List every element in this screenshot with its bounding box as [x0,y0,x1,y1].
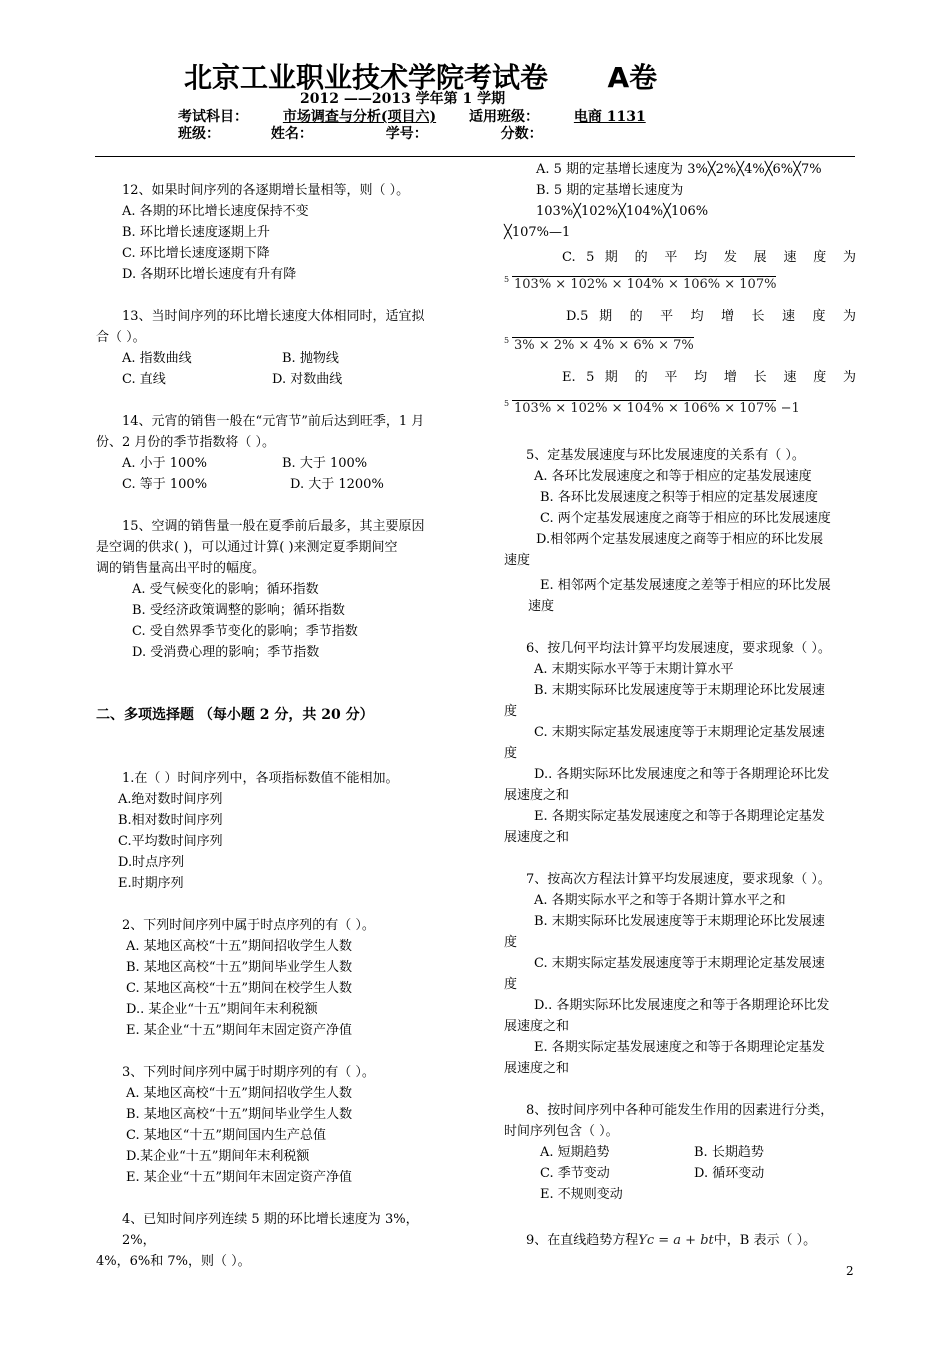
m6-option-e-line1: E. 各期实际定基发展速度之和等于各期理论定基发 [534,809,825,824]
q12-option-b: B. 环比增长速度逐期上升 [122,225,270,240]
m2-option-d: D.. 某企业“十五”期间年末利税额 [126,1002,318,1017]
q13-option-d: D. 对数曲线 [272,372,343,387]
m4-stem-line1: 4、已知时间序列连续 5 期的环比增长速度为 3%，2%， [122,1212,419,1248]
q15-option-b: B. 受经济政策调整的影响；循环指数 [132,603,345,618]
q14-option-a: A. 小于 100% [122,456,207,471]
m4-option-d-radical [504,335,694,356]
class-applicable-label: 适用班级： [469,109,539,125]
q12-option-a: A. 各期的环比增长速度保持不变 [122,204,309,219]
m7-stem: 7、按高次方程法计算平均发展速度，要求现象（ ）。 [526,872,831,887]
q12-stem: 12、如果时间序列的各逐期增长量相等，则（ ）。 [122,183,410,198]
m6-option-a: A. 末期实际水平等于末期计算水平 [534,662,734,677]
m6-option-d-line2: 展速度之和 [504,788,570,803]
m5-option-e-line1: E. 相邻两个定基发展速度之差等于相应的环比发展 [540,578,831,593]
m4-option-c-index: 5 [504,275,510,284]
q13-option-a: A. 指数曲线 [122,351,192,366]
m3-option-c: C. 某地区“十五”期间国内生产总值 [126,1128,327,1143]
m2-option-c: C. 某地区高校“十五”期间在校学生人数 [126,981,353,996]
m4-option-d-formula: 3% × 2% × 4% × 6% × 7% [514,338,694,353]
left-column [96,180,450,1272]
q15-stem-line2: 是空调的供求( )，可以通过计算( )来测定夏季期间空 [96,540,398,555]
m4-option-c-radical [504,274,776,295]
m8-stem-line1: 8、按时间序列中各种可能发生作用的因素进行分类， [526,1103,834,1118]
m6-option-b-line1: B. 末期实际环比发展速度等于末期理论环比发展速 [534,683,825,698]
q15-option-a: A. 受气候变化的影响；循环指数 [132,582,319,597]
q13-options-ab [96,348,450,369]
m4-option-b-line2: ╳107%—1 [504,225,571,240]
m8-option-d: D. 循环变动 [694,1166,765,1181]
m8-options-ab [504,1142,856,1163]
m1-option-b: B.相对数时间序列 [118,813,223,828]
m2-option-a: A. 某地区高校“十五”期间招收学生人数 [126,939,352,954]
q15-option-c: C. 受自然界季节变化的影响；季节指数 [132,624,358,639]
q13-option-b: B. 抛物线 [282,351,339,366]
m7-option-c-line2: 度 [504,977,518,992]
m8-option-c: C. 季节变动 [540,1166,610,1181]
m7-option-d-line2: 展速度之和 [504,1019,570,1034]
m8-option-e: E. 不规则变动 [540,1187,623,1202]
m4-option-c-formula-row [504,274,856,300]
q15-stem-line1: 15、空调的销售量一般在夏季前后最多，其主要原因 [122,519,425,534]
m9-stem [504,1230,856,1251]
m6-stem: 6、按几何平均法计算平均发展速度，要求现象（ ）。 [526,641,831,656]
m5-option-e-line2: 速度 [528,599,555,614]
q15-option-d: D. 受消费心理的影响；季节指数 [132,645,320,660]
m9-formula: Yc = a + bt [638,1233,714,1248]
m8-stem-line2: 时间序列包含（ ）。 [504,1124,619,1139]
m2-option-e: E. 某企业“十五”期间年末固定资产净值 [126,1023,353,1038]
m4-option-d-formula-row [504,335,856,361]
m4-option-e-tail: −1 [780,401,800,416]
m5-stem: 5、定基发展速度与环比发展速度的关系有（ ）。 [526,448,805,463]
section2-heading: 二、多项选择题 （每小题 2 分，共 20 分） [96,707,374,723]
m5-option-d-line2: 速度 [504,553,531,568]
m6-option-c-line1: C. 末期实际定基发展速度等于末期理论定基发展速 [534,725,825,740]
q13-options-cd [96,369,450,390]
m7-option-e-line2: 展速度之和 [504,1061,570,1076]
m2-option-b: B. 某地区高校“十五”期间毕业学生人数 [126,960,353,975]
m1-stem: 1.在（ ）时间序列中，各项指标数值不能相加。 [122,771,399,786]
id-label: 学号： [385,126,428,142]
m5-option-b: B. 各环比发展速度之积等于相应的定基发展速度 [540,490,818,505]
m4-option-e-formula-row [504,398,856,424]
q14-option-d: D. 大于 1200% [290,477,384,492]
m4-option-c-text: C. 5 期 的 平 均 发 展 速 度 为 [562,250,856,265]
q14-options-cd [96,474,450,495]
m4-stem-line2: 4%，6%和 7%，则（ ）。 [96,1254,251,1269]
q12-option-c: C. 环比增长速度逐期下降 [122,246,270,261]
student-info-row [178,123,543,143]
exam-title-text: 北京工业职业技术学院考试卷 [184,61,549,94]
q14-option-b: B. 大于 100% [282,456,368,471]
m2-stem: 2、下列时间序列中属于时点序列的有（ ）。 [122,918,375,933]
header-divider [95,156,855,157]
q13-option-c: C. 直线 [122,372,166,387]
m4-option-b-line1: B. 5 期的定基增长速度为 103%╳102%╳104%╳106% [536,183,709,219]
m6-option-e-line2: 展速度之和 [504,830,570,845]
m4-option-d-index: 5 [504,336,510,345]
right-column [504,159,856,1251]
m3-option-e: E. 某企业“十五”期间年末固定资产净值 [126,1170,353,1185]
q15-stem-line3: 调的销售量高出平时的幅度。 [96,561,266,576]
m3-stem: 3、下列时间序列中属于时期序列的有（ ）。 [122,1065,375,1080]
class-applicable-value: 电商 1131 [573,109,646,125]
m5-option-a: A. 各环比发展速度之和等于相应的定基发展速度 [534,469,812,484]
m6-option-b-line2: 度 [504,704,518,719]
m9-stem-pre: 9、在直线趋势方程 [526,1233,639,1248]
q14-stem-line1: 14、元宵的销售一般在“元宵节”前后达到旺季，1 月 [122,414,425,429]
m7-option-b-line2: 度 [504,935,518,950]
m4-option-e-text: E. 5 期 的 平 均 增 长 速 度 为 [562,370,856,385]
m1-option-d: D.时点序列 [118,855,185,870]
exam-term: 2012 ——2013 学年第 1 学期 [300,91,506,107]
m8-option-b: B. 长期趋势 [694,1145,764,1160]
m7-option-e-line1: E. 各期实际定基发展速度之和等于各期理论定基发 [534,1040,825,1055]
q13-stem-line1: 13、当时间序列的环比增长速度大体相同时，适宜拟 [122,309,425,324]
m4-option-e-index: 5 [504,399,510,408]
exam-version: A卷 [607,61,658,94]
q14-options-ab [96,453,450,474]
m5-option-d-line1: D.相邻两个定基发展速度之商等于相应的环比发展 [536,532,824,547]
m1-option-a: A.绝对数时间序列 [118,792,223,807]
m4-option-a: A. 5 期的定基增长速度为 3%╳2%╳4%╳6%╳7% [536,162,822,177]
m7-option-c-line1: C. 末期实际定基发展速度等于末期理论定基发展速 [534,956,825,971]
q14-stem-line2: 份、2 月份的季节指数将（ ）。 [96,435,276,450]
q14-option-c: C. 等于 100% [122,477,208,492]
m6-option-d-line1: D.. 各期实际环比发展速度之和等于各期理论环比发 [534,767,830,782]
m3-option-d: D.某企业“十五”期间年末利税额 [126,1149,310,1164]
m7-option-d-line1: D.. 各期实际环比发展速度之和等于各期理论环比发 [534,998,830,1013]
name-label: 姓名： [270,126,313,142]
m6-option-c-line2: 度 [504,746,518,761]
m9-stem-post: 中，B 表示（ ）。 [713,1233,817,1248]
m5-option-c: C. 两个定基发展速度之商等于相应的环比发展速度 [540,511,831,526]
m7-option-a: A. 各期实际水平之和等于各期计算水平之和 [534,893,786,908]
page-number: 2 [846,1264,854,1278]
m7-option-b-line1: B. 末期实际环比发展速度等于末期理论环比发展速 [534,914,825,929]
m8-options-cd [504,1163,856,1184]
m3-option-b: B. 某地区高校“十五”期间毕业学生人数 [126,1107,353,1122]
m1-option-c: C.平均数时间序列 [118,834,223,849]
q12-option-d: D. 各期环比增长速度有升有降 [122,267,297,282]
m4-option-e-radical [504,398,776,419]
m4-option-d-text: D.5 期 的 平 均 增 长 速 度 为 [566,309,856,324]
class-label: 班级： [178,126,220,142]
subject-value: 市场调查与分析(项目六) [282,109,437,125]
m3-option-a: A. 某地区高校“十五”期间招收学生人数 [126,1086,352,1101]
m4-option-c-formula: 103% × 102% × 104% × 106% × 107% [514,277,777,292]
m4-option-e-formula: 103% × 102% × 104% × 106% × 107% [514,401,777,416]
subject-label: 考试科目： [178,109,248,125]
score-label: 分数： [500,126,543,142]
m8-option-a: A. 短期趋势 [540,1145,610,1160]
m1-option-e: E.时期序列 [118,876,184,891]
q13-stem-line2: 合（ ）。 [96,330,146,345]
